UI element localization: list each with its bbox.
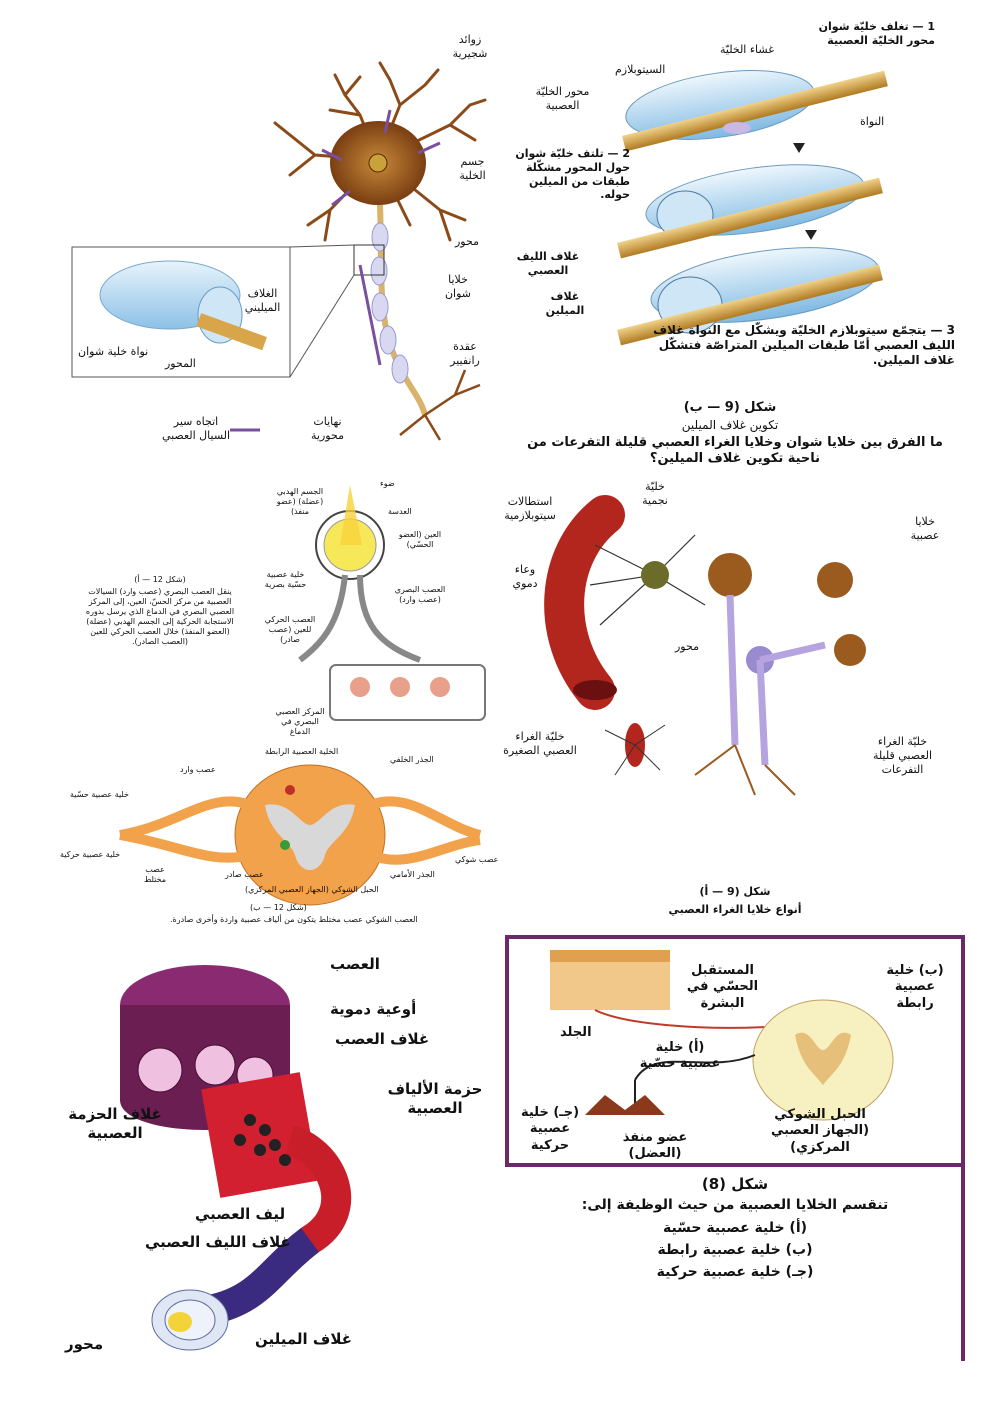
fiber-label: ليف العصبي <box>195 1205 286 1223</box>
schwann-cells-label: خلايا شوان <box>444 273 472 300</box>
myelin-panel <box>505 15 960 475</box>
vessel-label: وعاء دموي <box>512 563 538 590</box>
axon-label: محور <box>455 235 479 248</box>
neuron-panel <box>60 15 490 460</box>
vessels-label: أوعية دموية <box>330 1000 417 1018</box>
fig9a-caption: أنواع خلايا الغراء العصبي <box>668 903 802 916</box>
spinal-nerve-label: عصب شوكي <box>455 855 499 864</box>
sensory-label: (أ) خلية عصبية حسّية <box>639 1040 721 1072</box>
motor-cell-label: خلية عصبية حركية <box>60 850 121 859</box>
eye-label: العين (العضو الحسّي) <box>398 530 442 549</box>
fig9a-title: شكل (9 — أ) <box>699 885 771 898</box>
perineurium-label: غلاف الحزمة العصبية <box>68 1105 162 1142</box>
cord-label: الحبل الشوكي (الجهاز العصبي المركزي) <box>245 885 379 894</box>
spinal-panel <box>60 745 499 935</box>
neurons-label: خلايا عصبية <box>910 515 940 542</box>
glia-illustration <box>495 475 960 930</box>
node-ranvier-label: عقدة رانفيير <box>450 340 480 367</box>
myelin-question: ما الفرق بين خلايا شوان وخلايا الغراء العصبي قليلة التفرعات من ناحية تكوين غلاف الميلين؟ <box>527 435 943 467</box>
glia-panel <box>495 475 960 930</box>
epineurium-label: غلاف العصب <box>335 1030 430 1048</box>
function-panel <box>505 935 967 1363</box>
nerve-panel <box>60 950 490 1370</box>
fig8-item-a: (أ) خلية عصبية حسّية <box>662 1220 808 1236</box>
effector-label: عضو منفذ (العضل) <box>622 1130 688 1162</box>
microglia-label: خليّة الغراء العصبي الصغيرة <box>503 730 577 757</box>
inset-schwann-nucleus-label: نواة خلية شوان <box>78 345 149 358</box>
motor-nerve-label: العصب الحركي للعين (عصب صادر) <box>264 615 316 644</box>
astrocyte-label: خليّة نجمية <box>642 480 668 507</box>
fig9b-caption: تكوين غلاف الميلين <box>681 418 779 432</box>
lens-label: العدسة <box>388 507 412 516</box>
function-cord-label: الحبل الشوكي (الجهاز العصبي المركزي) <box>770 1107 870 1155</box>
processes-label: استطالات سيتوبلازمية <box>504 495 556 522</box>
fig12b-title: (شكل 12 — ب) <box>250 903 307 912</box>
neurilemma-label-2: غلاف الليف العصبي <box>145 1233 291 1251</box>
step1-text: 1 — تغلف خليّة شوان محور الخليّة العصبية <box>818 20 935 47</box>
neuron-axon-label: محور الخليّة العصبية <box>535 85 590 112</box>
inset-axon-label: المحور <box>165 357 196 370</box>
optic-nerve-label: العصب البصري (عصب وارد) <box>394 585 446 604</box>
cytoplasm-label: السيتوبلازم <box>615 63 666 76</box>
glia-axon-label: محور <box>675 640 699 653</box>
myelin-sheath-label: غلاف الميلين <box>545 290 585 317</box>
membrane-label: غشاء الخليّة <box>720 43 774 56</box>
fig8-caption-head: تنقسم الخلايا العصبية من حيث الوظيفة إلى: <box>581 1197 889 1213</box>
fig8-title: شكل (8) <box>701 1175 769 1193</box>
step2-text: 2 — تلتف خليّة شوان حول المحور مشكّلة طبقات من الميلين حوله. <box>515 147 630 202</box>
neuron-illustration <box>60 15 490 460</box>
motor-label: (جـ) خلية عصبية حركية <box>520 1105 580 1153</box>
interneuron-label: الخلية العصبية الرابطة <box>265 747 339 756</box>
fig12b-caption: العصب الشوكي عصب مختلط يتكون من ألياف عصبية واردة وأخرى صادرة. <box>170 915 418 924</box>
fig8-item-b: (ب) خلية عصبية رابطة <box>657 1242 813 1258</box>
fascicle-label: حزمة الألياف العصبية <box>387 1080 483 1117</box>
fig12a-caption: ينقل العصب البصري (عصب وارد) السيالات العصبية من مركز الحسّ، العين، إلى المركز العصبي البصري في الدماغ الذي يرسل بدوره الاستجابة الحركية إلى الجسم الهدبي (عضلة) (العضو المنفذ) خلال العصب الحركي للعين (العصب الصادر). <box>85 587 235 646</box>
neurilemma-label: غلاف الليف العصبي <box>516 250 580 277</box>
mixed-nerve-label: عصب مختلط <box>143 865 167 884</box>
nerve-label: العصب <box>330 955 380 973</box>
visual-center-label: المركز العصبي البصري في الدماغ <box>275 707 325 736</box>
nerve-axon-label: محور <box>65 1335 104 1353</box>
eye-panel <box>60 475 490 745</box>
dorsal-root-label: الجذر الخلفي <box>390 755 434 764</box>
sensory-cell-label-2: خلية عصبية حسّية <box>70 790 129 799</box>
fig8-item-c: (جـ) خلية عصبية حركية <box>656 1264 814 1280</box>
fig9b-title: شكل (9 — ب) <box>683 400 777 415</box>
nerve-illustration <box>60 950 490 1370</box>
axon-terminals-label: نهايات محورية <box>311 415 344 442</box>
light-label: ضوء <box>380 479 395 488</box>
inset-myelin-label: الغلاف الميليني <box>244 287 281 314</box>
dendrites-label: زوائد شجيرية <box>452 33 488 60</box>
myelin-label: غلاف الميلين <box>255 1330 352 1348</box>
flow-direction-label: اتجاه سير السيال العصبي <box>161 415 231 442</box>
sensory-cell-label: خلية عصبية حسّية بصرية <box>264 570 307 589</box>
afferent-label: عصب وارد <box>180 765 216 774</box>
nucleus-label: النواة <box>860 115 885 128</box>
step3-text: 3 — يتجمّع سيتوبلازم الخليّة ويشكّل مع النواة غلاف الليف العصبي أمّا طبقات الميلين المتراصّة فتشكّل غلاف الميلين. <box>653 323 955 367</box>
interneuron-label-2: (ب) خلية عصبية رابطة <box>886 963 944 1011</box>
ventral-root-label: الجذر الأمامي <box>390 870 435 879</box>
cell-body-label: جسم الخلية <box>459 155 486 182</box>
skin-label: الجلد <box>560 1025 592 1040</box>
fig12a-title: (شكل 12 — أ) <box>134 575 186 584</box>
oligo-label: خليّة الغراء العصبي قليلة التفرعات <box>873 735 932 776</box>
efferent-label: عصب صادر <box>225 870 264 879</box>
receptor-label: المستقبل الحسّي في البشرة <box>686 963 759 1011</box>
ciliary-label: الجسم الهدبي (عضلة) (عضو منفذ) <box>276 487 324 516</box>
